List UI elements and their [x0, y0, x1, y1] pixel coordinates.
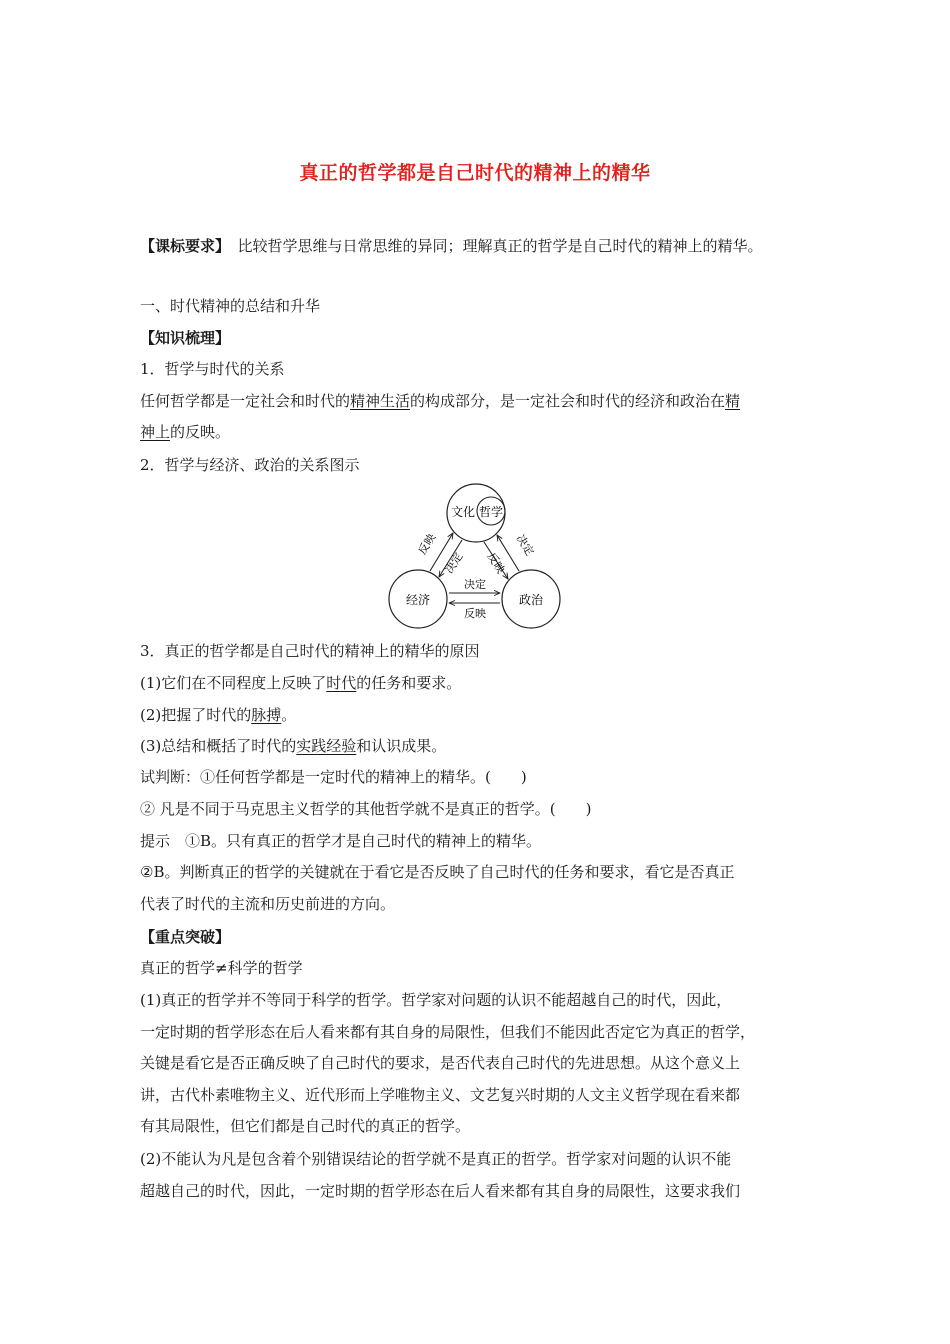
reason-1	[140, 673, 461, 693]
paragraph1-line: 一定时期的哲学形态在后人看来都有其自身的局限性，但我们不能因此否定它为真正的哲学，	[140, 1023, 756, 1041]
paragraph1-line: 有其局限性，但它们都是自己时代的真正的哲学。	[140, 1117, 471, 1135]
page-title: 真正的哲学都是自己时代的精神上的精华	[299, 162, 651, 184]
label-reflect-left: 反映	[415, 531, 439, 557]
judge-2: ② 凡是不同于马克思主义哲学的其他哲学就不是真正的哲学。( )	[140, 800, 592, 818]
text-run: 的任务和要求。	[356, 674, 462, 692]
item1-heading: 1．哲学与时代的关系	[140, 360, 285, 378]
knowledge-tag: 【知识梳理】	[140, 329, 231, 347]
text-run: (1)它们在不同程度上反映了	[140, 674, 327, 692]
text-run: 的构成部分，是一定社会和时代的经济和政治在	[410, 392, 726, 410]
paragraph2-line: 超越自己的时代，因此，一定时期的哲学形态在后人看来都有其自身的局限性，这要求我们	[140, 1182, 741, 1200]
blank-answer: 精	[725, 392, 741, 410]
text-run: 和认识成果。	[356, 737, 447, 755]
reason-2	[140, 705, 296, 725]
item1-line1	[140, 391, 740, 411]
key-points-subtitle: 真正的哲学≠科学的哲学	[140, 959, 303, 977]
label-decide-bottom: 决定	[464, 578, 486, 591]
economy-label: 经济	[405, 593, 431, 607]
text-run: 。	[281, 706, 297, 724]
judge-1: 试判断：①任何哲学都是一定时代的精神上的精华。( )	[140, 768, 527, 786]
item3-heading: 3．真正的哲学都是自己时代的精神上的精华的原因	[140, 642, 480, 660]
requirement-line	[140, 236, 763, 256]
paragraph1-line: 关键是看它是否正确反映了自己时代的要求，是否代表自己时代的先进思想。从这个意义上	[140, 1054, 741, 1072]
blank-answer: 神上	[140, 423, 171, 441]
item2-heading: 2．哲学与经济、政治的关系图示	[140, 456, 360, 474]
hint-2-line1: ②B。判断真正的哲学的关键就在于看它是否反映了自己时代的任务和要求，看它是否真正	[140, 863, 735, 881]
blank-answer: 脉搏	[251, 706, 282, 724]
label-reflect-right: 反映	[484, 550, 508, 576]
philosophy-label: 哲学	[478, 505, 504, 519]
text-run: (2)把握了时代的	[140, 706, 252, 724]
text-run: (3)总结和概括了时代的	[140, 737, 297, 755]
relationship-diagram	[380, 480, 570, 632]
requirement-text: 比较哲学思维与日常思维的异同；理解真正的哲学是自己时代的精神上的精华。	[237, 237, 763, 255]
text-run: 任何哲学都是一定社会和时代的	[140, 392, 351, 410]
item1-line2	[140, 422, 230, 442]
key-points-tag: 【重点突破】	[140, 928, 231, 946]
politics-label: 政治	[518, 593, 544, 607]
paragraph2-line: (2)不能认为凡是包含着个别错误结论的哲学就不是真正的哲学。哲学家对问题的认识不能	[140, 1150, 732, 1168]
section1-heading: 一、时代精神的总结和升华	[140, 297, 321, 315]
text-run: 的反映。	[170, 423, 231, 441]
blank-answer: 实践经验	[296, 737, 357, 755]
culture-label: 文化	[450, 505, 476, 519]
blank-answer: 时代	[326, 674, 357, 692]
requirement-tag: 【课标要求】	[140, 237, 231, 255]
blank-answer: 精神生活	[350, 392, 411, 410]
paragraph1-line: 讲，古代朴素唯物主义、近代形而上学唯物主义、文艺复兴时期的人文主义哲学现在看来都	[140, 1086, 741, 1104]
label-reflect-bottom: 反映	[464, 607, 486, 620]
hint-1: 提示 ①B。只有真正的哲学才是自己时代的精神上的精华。	[140, 832, 542, 850]
label-decide-left: 决定	[442, 550, 466, 576]
reason-3	[140, 736, 446, 756]
label-decide-right: 决定	[513, 532, 537, 558]
hint-2-line2: 代表了时代的主流和历史前进的方向。	[140, 895, 396, 913]
paragraph1-line: (1)真正的哲学并不等同于科学的哲学。哲学家对问题的认识不能超越自己的时代，因此，	[140, 991, 732, 1009]
